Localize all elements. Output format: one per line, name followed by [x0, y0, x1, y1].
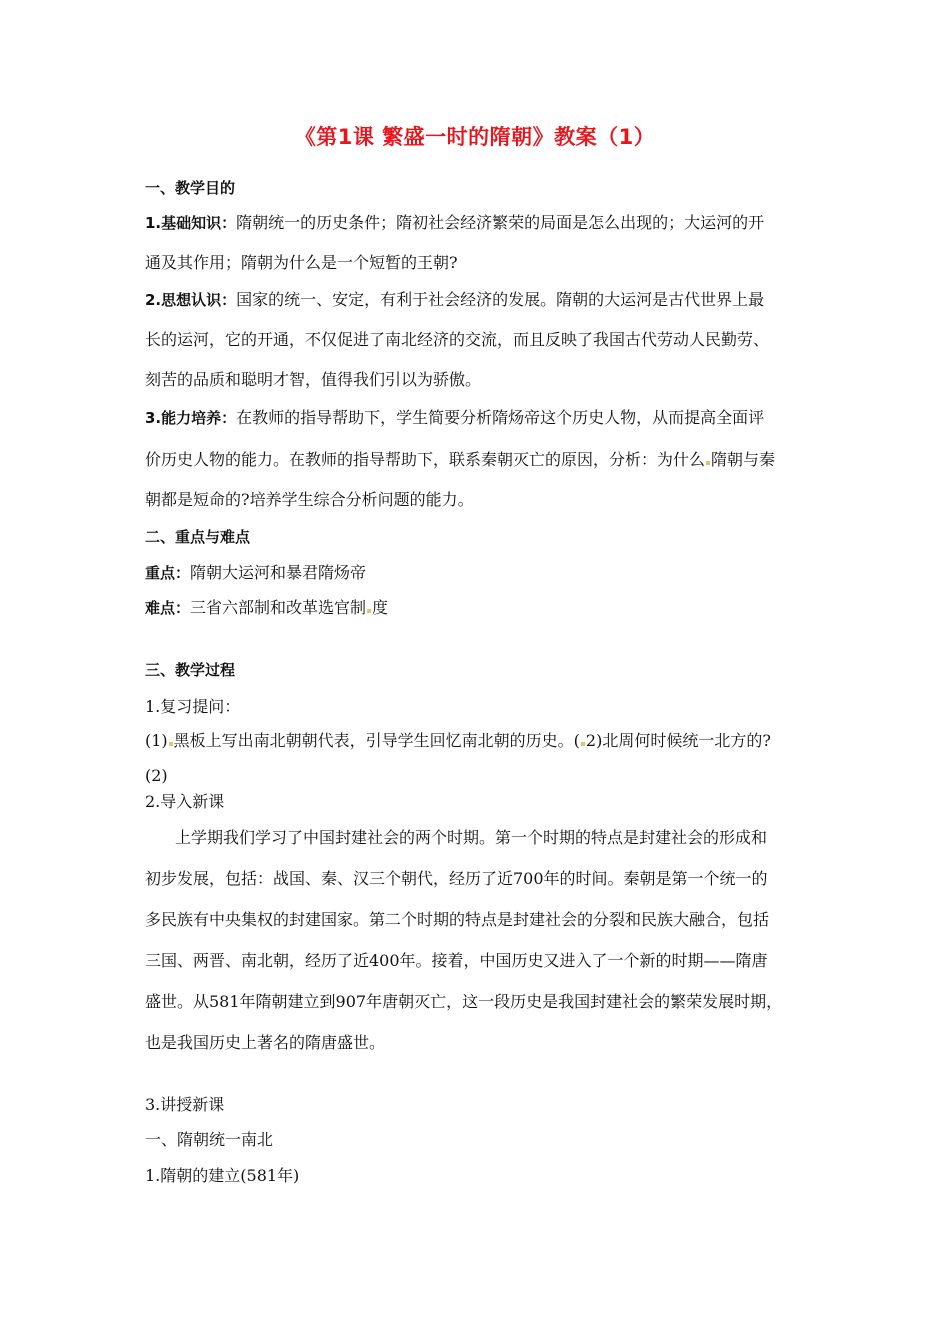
key-point-label: 重点： — [145, 564, 191, 582]
subsection-heading: 一、隋朝统一南北 — [145, 1130, 274, 1149]
section-heading-process: 三、教学过程 — [145, 661, 236, 679]
goal-3-line-3: 朝都是短命的?培养学生综合分析问题的能力。 — [145, 490, 474, 509]
goal-2-line-1 — [145, 290, 825, 310]
goal-1-line-1 — [145, 213, 825, 233]
review-question-1: (1) 黑板上写出南北朝朝代表，引导学生回忆南北朝的历史。( 2)北周何时候统一北方的? — [145, 731, 771, 750]
difficult-point: 难点：三省六部制和改革选官制 度 — [145, 598, 389, 617]
goal-1-text: 隋朝统一的历史条件；隋初社会经济繁荣的局面是怎么出现的；大运河的开 — [236, 213, 765, 232]
difficult-point-label: 难点： — [145, 599, 191, 617]
intro-paragraph-line-6: 也是我国历史上著名的隋唐盛世。 — [145, 1033, 386, 1052]
subsection-item: 1.隋朝的建立(581年) — [145, 1166, 300, 1185]
goal-2-line-2: 长的运河，它的开通，不仅促进了南北经济的交流，而且反映了我国古代劳动人民勤劳、 — [145, 330, 770, 349]
section-heading-keypoints: 二、重点与难点 — [145, 528, 251, 546]
intro-paragraph-line-1: 上学期我们学习了中国封建社会的两个时期。第一个时期的特点是封建社会的形成和 — [175, 828, 768, 847]
goal-3-label: 3.能力培养： — [145, 409, 237, 427]
edit-mark — [367, 609, 371, 613]
goal-3-line-2: 价历史人物的能力。在教师的指导帮助下，联系秦朝灭亡的原因，分析：为什么 隋朝与秦 — [145, 450, 776, 469]
intro-paragraph-line-3: 多民族有中央集权的封建国家。第二个时期的特点是封建社会的分裂和民族大融合，包括 — [145, 910, 770, 929]
edit-mark — [169, 742, 173, 746]
section-heading-goals: 一、教学目的 — [145, 179, 236, 197]
goal-1-label: 1.基础知识： — [145, 214, 237, 232]
process-step-3: 3.讲授新课 — [145, 1095, 225, 1114]
goal-3-text: 在教师的指导帮助下，学生简要分析隋炀帝这个历史人物，从而提高全面评 — [236, 408, 765, 427]
key-point-text: 隋朝大运河和暴君隋炀帝 — [190, 563, 367, 582]
goal-2-line-3: 刻苦的品质和聪明才智，值得我们引以为骄傲。 — [145, 370, 482, 389]
goal-2-label: 2.思想认识： — [145, 291, 237, 309]
intro-paragraph-line-5: 盛世。从581年隋朝建立到907年唐朝灭亡，这一段历史是我国封建社会的繁荣发展时期， — [145, 992, 783, 1011]
key-point — [145, 563, 825, 583]
goal-3-line-1 — [145, 408, 825, 428]
intro-paragraph-line-4: 三国、两晋、南北朝，经历了近400年。接着，中国历史又进入了一个新的时期——隋唐 — [145, 951, 768, 970]
goal-1-line-2: 通及其作用；隋朝为什么是一个短暂的王朝? — [145, 253, 458, 272]
intro-paragraph-line-2: 初步发展，包括：战国、秦、汉三个朝代，经历了近700年的时间。秦朝是第一个统一的 — [145, 869, 768, 888]
process-step-2: 2.导入新课 — [145, 792, 225, 811]
edit-mark — [706, 461, 710, 465]
document-title: 《第1课 繁盛一时的隋朝》教案（1） — [294, 125, 656, 149]
edit-mark — [581, 742, 585, 746]
review-question-2: (2) — [145, 766, 168, 785]
process-step-1: 1.复习提问： — [145, 697, 241, 716]
goal-2-text: 国家的统一、安定，有利于社会经济的发展。隋朝的大运河是古代世界上最 — [236, 290, 765, 309]
